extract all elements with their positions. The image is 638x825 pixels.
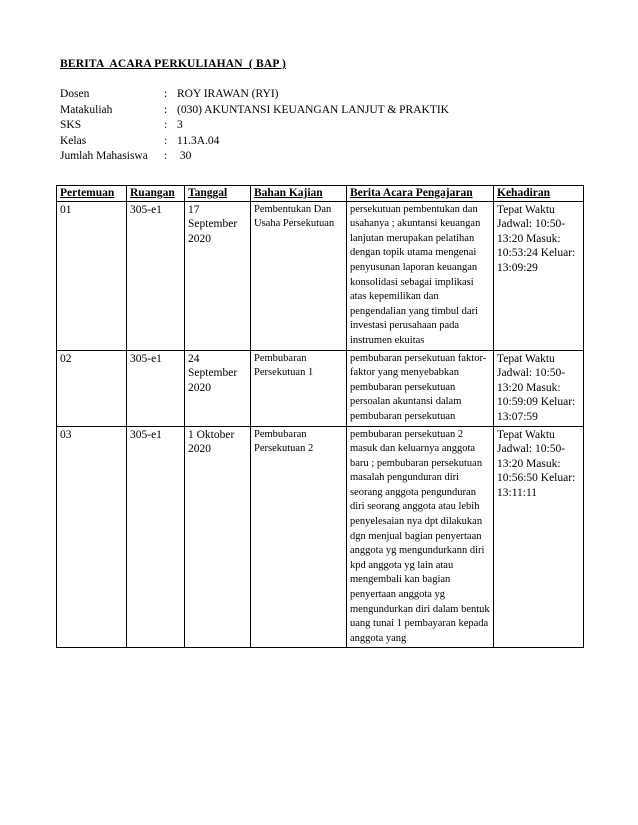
cell-bahan-kajian: Pembubaran Persekutuan 1	[251, 350, 347, 426]
info-value: 30	[177, 150, 192, 163]
cell-kehadiran: Tepat Waktu Jadwal: 10:50-13:20 Masuk: 10:59:09 Keluar: 13:07:59	[494, 350, 584, 426]
column-header-berita-acara: Berita Acara Pengajaran	[347, 186, 494, 202]
cell-ruangan: 305-e1	[127, 201, 185, 350]
cell-pertemuan: 01	[57, 201, 127, 350]
column-header-bahan-kajian: Bahan Kajian	[251, 186, 347, 202]
cell-berita-acara: pembubaran persekutuan 2 masuk dan keluarnya anggota baru ; pembubaran persekutuan masalah pengunduran diri seorang anggota pengunduran diri seorang anggota atau lebih penyelesaian nya dpt dilakukan dgn menjual bagian penyertaan anggota yg mengundurkann diri kpd anggota yg lain atau mengembali kan bagian penyertaan anggota yg mengundurkan diri dalam bentuk uang tunai 1 pembayaran kepada anggota yang	[347, 426, 494, 648]
cell-tanggal: 24 September 2020	[185, 350, 251, 426]
info-label: Jumlah Mahasiswa	[60, 150, 148, 163]
cell-berita-acara: pembubaran persekutuan faktor-faktor yang menyebabkan pembubaran persekutuan persoalan akuntansi dalam pembubaran persekutuan	[347, 350, 494, 426]
info-row-jumlah-mahasiswa	[60, 149, 449, 165]
info-value: ROY IRAWAN (RYI)	[177, 88, 279, 100]
cell-tanggal: 1 Oktober 2020	[185, 426, 251, 648]
info-value: 11.3A.04	[177, 134, 220, 147]
table-row	[57, 350, 584, 426]
info-colon: :	[164, 103, 168, 116]
info-value: 3	[177, 119, 183, 132]
cell-bahan-kajian: Pembubaran Persekutuan 2	[251, 426, 347, 648]
info-colon: :	[164, 150, 168, 163]
info-row-kelas	[60, 134, 449, 150]
course-info	[60, 87, 449, 165]
table-row	[57, 201, 584, 350]
column-header-tanggal: Tanggal	[185, 186, 251, 202]
info-colon: :	[164, 119, 168, 132]
column-header-ruangan: Ruangan	[127, 186, 185, 202]
info-row-matakuliah	[60, 103, 449, 119]
info-row-sks	[60, 118, 449, 134]
info-value: (030) AKUNTANSI KEUANGAN LANJUT & PRAKTIK	[177, 103, 449, 116]
info-label: Dosen	[60, 88, 90, 100]
cell-ruangan: 305-e1	[127, 426, 185, 648]
document-title: BERITA ACARA PERKULIAHAN ( BAP )	[60, 58, 287, 70]
cell-pertemuan: 03	[57, 426, 127, 648]
table-header-row	[57, 186, 584, 202]
cell-bahan-kajian: Pembentukan Dan Usaha Persekutuan	[251, 201, 347, 350]
info-label: Matakuliah	[60, 103, 113, 116]
info-colon: :	[164, 88, 168, 100]
info-label: SKS	[60, 119, 82, 132]
column-header-pertemuan: Pertemuan	[57, 186, 127, 202]
cell-berita-acara: persekutuan pembentukan dan usahanya ; akuntansi keuangan lanjutan merupakan pelatihan dengan topik utama mengenai penyusunan laporan keuangan konsolidasi sebagai implikasi atas kepemilikan dan pengendalian yang timbul dari investasi perusahaan pada instrumen ekuitas	[347, 201, 494, 350]
info-colon: :	[164, 134, 168, 147]
info-row-dosen	[60, 87, 449, 103]
table-row	[57, 426, 584, 648]
bap-table	[56, 185, 584, 648]
cell-pertemuan: 02	[57, 350, 127, 426]
cell-kehadiran: Tepat Waktu Jadwal: 10:50-13:20 Masuk: 10:56:50 Keluar: 13:11:11	[494, 426, 584, 648]
cell-ruangan: 305-e1	[127, 350, 185, 426]
info-label: Kelas	[60, 134, 87, 147]
column-header-kehadiran: Kehadiran	[494, 186, 584, 202]
cell-tanggal: 17 September 2020	[185, 201, 251, 350]
cell-kehadiran: Tepat Waktu Jadwal: 10:50-13:20 Masuk: 10:53:24 Keluar: 13:09:29	[494, 201, 584, 350]
